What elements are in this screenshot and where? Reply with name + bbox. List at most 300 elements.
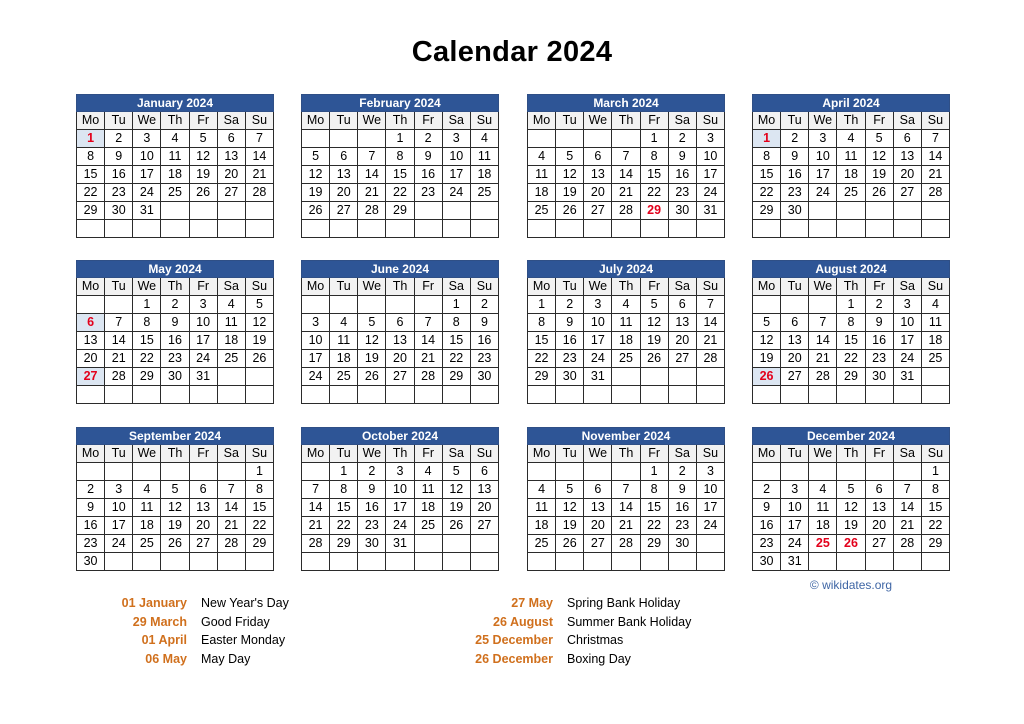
day-cell: 29 <box>837 368 865 386</box>
month-table <box>76 260 274 404</box>
day-cell: 13 <box>584 499 612 517</box>
weekday-header: We <box>584 112 612 130</box>
day-cell: 3 <box>105 481 133 499</box>
day-cell: 8 <box>921 481 949 499</box>
day-cell: 31 <box>584 368 612 386</box>
empty-cell <box>302 130 330 148</box>
empty-cell <box>105 386 133 404</box>
day-cell: 26 <box>556 202 584 220</box>
holiday-name: Boxing Day <box>567 651 631 666</box>
month-title: January 2024 <box>77 95 274 112</box>
empty-cell <box>189 553 217 571</box>
day-cell: 6 <box>584 148 612 166</box>
day-cell: 12 <box>753 332 781 350</box>
day-cell: 18 <box>330 350 358 368</box>
empty-cell <box>809 463 837 481</box>
day-cell: 29 <box>133 368 161 386</box>
day-cell: 6 <box>330 148 358 166</box>
day-cell: 11 <box>330 332 358 350</box>
empty-cell <box>921 202 949 220</box>
day-cell: 3 <box>442 130 470 148</box>
weekday-header: Su <box>696 278 724 296</box>
empty-cell <box>105 463 133 481</box>
weekday-header: Fr <box>865 112 893 130</box>
day-cell: 3 <box>189 296 217 314</box>
day-cell: 20 <box>330 184 358 202</box>
weekday-header: We <box>133 112 161 130</box>
day-cell: 20 <box>77 350 105 368</box>
day-cell: 23 <box>161 350 189 368</box>
month-title: April 2024 <box>753 95 950 112</box>
day-cell: 18 <box>470 166 498 184</box>
day-cell: 23 <box>781 184 809 202</box>
day-cell: 23 <box>668 184 696 202</box>
weekday-header: Sa <box>442 112 470 130</box>
day-cell: 22 <box>837 350 865 368</box>
weekday-header: Tu <box>556 112 584 130</box>
empty-cell <box>217 386 245 404</box>
empty-cell <box>133 463 161 481</box>
day-cell: 20 <box>189 517 217 535</box>
day-cell: 4 <box>133 481 161 499</box>
day-cell: 13 <box>330 166 358 184</box>
holiday-date: 26 August <box>493 614 553 629</box>
day-cell: 19 <box>245 332 273 350</box>
day-cell: 15 <box>753 166 781 184</box>
empty-cell <box>809 386 837 404</box>
empty-cell <box>584 386 612 404</box>
day-cell: 9 <box>414 148 442 166</box>
day-cell: 1 <box>245 463 273 481</box>
day-cell: 8 <box>442 314 470 332</box>
day-cell: 4 <box>470 130 498 148</box>
day-cell: 10 <box>781 499 809 517</box>
day-cell: 27 <box>470 517 498 535</box>
day-cell: 10 <box>696 148 724 166</box>
weekday-header: Sa <box>668 445 696 463</box>
day-cell: 15 <box>837 332 865 350</box>
empty-cell <box>133 386 161 404</box>
holiday-date: 25 December <box>475 633 553 648</box>
day-cell: 30 <box>781 202 809 220</box>
month-table <box>752 94 950 238</box>
day-cell: 16 <box>414 166 442 184</box>
weekday-header: Th <box>161 112 189 130</box>
empty-cell <box>302 386 330 404</box>
weekday-header: Sa <box>893 445 921 463</box>
weekday-header: Mo <box>753 278 781 296</box>
holiday-day-cell: 27 <box>77 368 105 386</box>
day-cell: 8 <box>528 314 556 332</box>
day-cell: 30 <box>668 202 696 220</box>
day-cell: 5 <box>245 296 273 314</box>
empty-cell <box>105 220 133 238</box>
empty-cell <box>640 220 668 238</box>
day-cell: 20 <box>668 332 696 350</box>
weekday-header: Tu <box>781 445 809 463</box>
day-cell: 30 <box>161 368 189 386</box>
weekday-header: Fr <box>189 112 217 130</box>
day-cell: 13 <box>865 499 893 517</box>
holiday-date: 29 March <box>132 614 187 629</box>
weekday-header: Th <box>612 278 640 296</box>
day-cell: 21 <box>217 517 245 535</box>
day-cell: 26 <box>189 184 217 202</box>
day-cell: 21 <box>105 350 133 368</box>
weekday-header: Tu <box>781 278 809 296</box>
day-cell: 11 <box>809 499 837 517</box>
day-cell: 10 <box>189 314 217 332</box>
day-cell: 25 <box>470 184 498 202</box>
day-cell: 24 <box>893 350 921 368</box>
day-cell: 15 <box>77 166 105 184</box>
day-cell: 22 <box>442 350 470 368</box>
day-cell: 17 <box>133 166 161 184</box>
day-cell: 3 <box>133 130 161 148</box>
weekday-header: Tu <box>556 445 584 463</box>
empty-cell <box>865 463 893 481</box>
month-title: September 2024 <box>77 428 274 445</box>
weekday-header: Tu <box>330 445 358 463</box>
day-cell: 10 <box>893 314 921 332</box>
day-cell: 18 <box>837 166 865 184</box>
day-cell: 26 <box>640 350 668 368</box>
empty-cell <box>161 220 189 238</box>
day-cell: 6 <box>470 463 498 481</box>
day-cell: 4 <box>612 296 640 314</box>
empty-cell <box>386 386 414 404</box>
day-cell: 2 <box>414 130 442 148</box>
day-cell: 14 <box>921 148 949 166</box>
weekday-header: Su <box>921 112 949 130</box>
weekday-header: Sa <box>442 278 470 296</box>
day-cell: 19 <box>640 332 668 350</box>
month-table <box>752 260 950 404</box>
day-cell: 4 <box>921 296 949 314</box>
day-cell: 27 <box>189 535 217 553</box>
day-cell: 20 <box>865 517 893 535</box>
empty-cell <box>245 202 273 220</box>
day-cell: 13 <box>189 499 217 517</box>
day-cell: 20 <box>584 184 612 202</box>
empty-cell <box>528 130 556 148</box>
day-cell: 25 <box>921 350 949 368</box>
empty-cell <box>781 386 809 404</box>
day-cell: 25 <box>837 184 865 202</box>
day-cell: 21 <box>921 166 949 184</box>
day-cell: 30 <box>753 553 781 571</box>
day-cell: 19 <box>837 517 865 535</box>
weekday-header: Sa <box>217 112 245 130</box>
day-cell: 16 <box>358 499 386 517</box>
day-cell: 16 <box>781 166 809 184</box>
day-cell: 13 <box>470 481 498 499</box>
empty-cell <box>753 463 781 481</box>
day-cell: 15 <box>330 499 358 517</box>
empty-cell <box>77 463 105 481</box>
day-cell: 17 <box>442 166 470 184</box>
weekday-header: Th <box>612 445 640 463</box>
day-cell: 28 <box>245 184 273 202</box>
day-cell: 14 <box>245 148 273 166</box>
day-cell: 2 <box>105 130 133 148</box>
day-cell: 7 <box>245 130 273 148</box>
day-cell: 30 <box>556 368 584 386</box>
weekday-header: Tu <box>556 278 584 296</box>
day-cell: 24 <box>189 350 217 368</box>
day-cell: 28 <box>358 202 386 220</box>
empty-cell <box>330 553 358 571</box>
day-cell: 24 <box>696 184 724 202</box>
day-cell: 11 <box>133 499 161 517</box>
day-cell: 28 <box>612 535 640 553</box>
month-table <box>527 427 725 571</box>
day-cell: 1 <box>442 296 470 314</box>
day-cell: 15 <box>528 332 556 350</box>
empty-cell <box>584 553 612 571</box>
empty-cell <box>640 386 668 404</box>
month-table <box>301 260 499 404</box>
day-cell: 21 <box>358 184 386 202</box>
day-cell: 9 <box>781 148 809 166</box>
empty-cell <box>668 220 696 238</box>
empty-cell <box>584 220 612 238</box>
weekday-header: Tu <box>105 445 133 463</box>
holiday-name: Summer Bank Holiday <box>567 614 692 629</box>
weekday-header: Su <box>696 112 724 130</box>
empty-cell <box>470 202 498 220</box>
weekday-header: Su <box>470 445 498 463</box>
empty-cell <box>921 220 949 238</box>
day-cell: 27 <box>330 202 358 220</box>
empty-cell <box>217 220 245 238</box>
weekday-header: Fr <box>865 278 893 296</box>
day-cell: 19 <box>161 517 189 535</box>
day-cell: 9 <box>865 314 893 332</box>
day-cell: 10 <box>105 499 133 517</box>
day-cell: 31 <box>893 368 921 386</box>
weekday-header: Tu <box>330 278 358 296</box>
day-cell: 15 <box>640 499 668 517</box>
empty-cell <box>584 463 612 481</box>
day-cell: 19 <box>753 350 781 368</box>
empty-cell <box>837 220 865 238</box>
month-table <box>752 427 950 571</box>
empty-cell <box>217 463 245 481</box>
day-cell: 30 <box>470 368 498 386</box>
day-cell: 19 <box>556 184 584 202</box>
day-cell: 20 <box>470 499 498 517</box>
day-cell: 23 <box>470 350 498 368</box>
weekday-header: Sa <box>893 112 921 130</box>
empty-cell <box>217 553 245 571</box>
day-cell: 18 <box>809 517 837 535</box>
day-cell: 1 <box>330 463 358 481</box>
empty-cell <box>893 386 921 404</box>
weekday-header: We <box>358 445 386 463</box>
day-cell: 11 <box>414 481 442 499</box>
page-title: Calendar 2024 <box>411 36 613 68</box>
weekday-header: Mo <box>753 112 781 130</box>
day-cell: 1 <box>640 463 668 481</box>
empty-cell <box>893 202 921 220</box>
day-cell: 19 <box>442 499 470 517</box>
day-cell: 9 <box>753 499 781 517</box>
weekday-header: Th <box>161 445 189 463</box>
day-cell: 1 <box>837 296 865 314</box>
day-cell: 24 <box>809 184 837 202</box>
empty-cell <box>528 220 556 238</box>
day-cell: 24 <box>105 535 133 553</box>
day-cell: 16 <box>161 332 189 350</box>
day-cell: 12 <box>189 148 217 166</box>
day-cell: 6 <box>781 314 809 332</box>
credit-link[interactable]: © wikidates.org <box>809 578 893 592</box>
empty-cell <box>245 368 273 386</box>
day-cell: 19 <box>865 166 893 184</box>
day-cell: 13 <box>781 332 809 350</box>
day-cell: 11 <box>837 148 865 166</box>
day-cell: 1 <box>640 130 668 148</box>
empty-cell <box>245 386 273 404</box>
day-cell: 31 <box>386 535 414 553</box>
day-cell: 11 <box>921 314 949 332</box>
day-cell: 24 <box>133 184 161 202</box>
empty-cell <box>414 220 442 238</box>
day-cell: 12 <box>837 499 865 517</box>
weekday-header: We <box>809 445 837 463</box>
holiday-day-cell: 1 <box>753 130 781 148</box>
empty-cell <box>781 463 809 481</box>
month-title: August 2024 <box>753 261 950 278</box>
day-cell: 29 <box>442 368 470 386</box>
empty-cell <box>414 296 442 314</box>
empty-cell <box>77 220 105 238</box>
empty-cell <box>330 296 358 314</box>
weekday-header: Th <box>386 445 414 463</box>
day-cell: 27 <box>584 202 612 220</box>
weekday-header: Su <box>470 278 498 296</box>
weekday-header: Fr <box>640 445 668 463</box>
empty-cell <box>330 386 358 404</box>
day-cell: 14 <box>302 499 330 517</box>
empty-cell <box>414 386 442 404</box>
empty-cell <box>921 368 949 386</box>
empty-cell <box>161 202 189 220</box>
day-cell: 9 <box>668 481 696 499</box>
weekday-header: Th <box>837 445 865 463</box>
empty-cell <box>189 386 217 404</box>
day-cell: 2 <box>470 296 498 314</box>
day-cell: 25 <box>217 350 245 368</box>
empty-cell <box>245 553 273 571</box>
empty-cell <box>865 202 893 220</box>
day-cell: 7 <box>612 148 640 166</box>
day-cell: 17 <box>189 332 217 350</box>
day-cell: 7 <box>809 314 837 332</box>
weekday-header: Fr <box>414 112 442 130</box>
empty-cell <box>105 553 133 571</box>
day-cell: 20 <box>217 166 245 184</box>
holiday-day-cell: 25 <box>809 535 837 553</box>
day-cell: 10 <box>696 481 724 499</box>
empty-cell <box>358 386 386 404</box>
day-cell: 12 <box>302 166 330 184</box>
day-cell: 17 <box>696 499 724 517</box>
day-cell: 18 <box>217 332 245 350</box>
day-cell: 3 <box>696 130 724 148</box>
empty-cell <box>865 553 893 571</box>
weekday-header: Mo <box>302 278 330 296</box>
empty-cell <box>470 535 498 553</box>
month-title: July 2024 <box>528 261 725 278</box>
day-cell: 2 <box>556 296 584 314</box>
day-cell: 11 <box>217 314 245 332</box>
day-cell: 5 <box>865 130 893 148</box>
day-cell: 2 <box>161 296 189 314</box>
day-cell: 2 <box>753 481 781 499</box>
day-cell: 12 <box>442 481 470 499</box>
day-cell: 14 <box>612 166 640 184</box>
day-cell: 29 <box>921 535 949 553</box>
day-cell: 2 <box>668 463 696 481</box>
empty-cell <box>893 220 921 238</box>
day-cell: 25 <box>161 184 189 202</box>
day-cell: 18 <box>528 517 556 535</box>
empty-cell <box>612 463 640 481</box>
weekday-header: We <box>809 112 837 130</box>
empty-cell <box>470 220 498 238</box>
day-cell: 25 <box>133 535 161 553</box>
weekday-header: Th <box>612 112 640 130</box>
weekday-header: Sa <box>893 278 921 296</box>
empty-cell <box>696 386 724 404</box>
weekday-header: Mo <box>528 112 556 130</box>
month-table <box>527 94 725 238</box>
empty-cell <box>330 130 358 148</box>
day-cell: 26 <box>358 368 386 386</box>
empty-cell <box>528 463 556 481</box>
day-cell: 1 <box>386 130 414 148</box>
day-cell: 14 <box>414 332 442 350</box>
weekday-header: Fr <box>640 112 668 130</box>
day-cell: 13 <box>386 332 414 350</box>
empty-cell <box>386 553 414 571</box>
day-cell: 3 <box>302 314 330 332</box>
day-cell: 5 <box>442 463 470 481</box>
weekday-header: Su <box>245 445 273 463</box>
day-cell: 3 <box>696 463 724 481</box>
day-cell: 5 <box>189 130 217 148</box>
day-cell: 6 <box>189 481 217 499</box>
day-cell: 26 <box>245 350 273 368</box>
day-cell: 7 <box>612 481 640 499</box>
day-cell: 6 <box>584 481 612 499</box>
holiday-day-cell: 1 <box>77 130 105 148</box>
day-cell: 21 <box>612 517 640 535</box>
holiday-date: 06 May <box>145 651 187 666</box>
day-cell: 2 <box>358 463 386 481</box>
day-cell: 24 <box>442 184 470 202</box>
day-cell: 22 <box>921 517 949 535</box>
day-cell: 17 <box>696 166 724 184</box>
day-cell: 23 <box>358 517 386 535</box>
empty-cell <box>584 130 612 148</box>
empty-cell <box>358 553 386 571</box>
day-cell: 5 <box>556 148 584 166</box>
day-cell: 15 <box>386 166 414 184</box>
empty-cell <box>161 386 189 404</box>
